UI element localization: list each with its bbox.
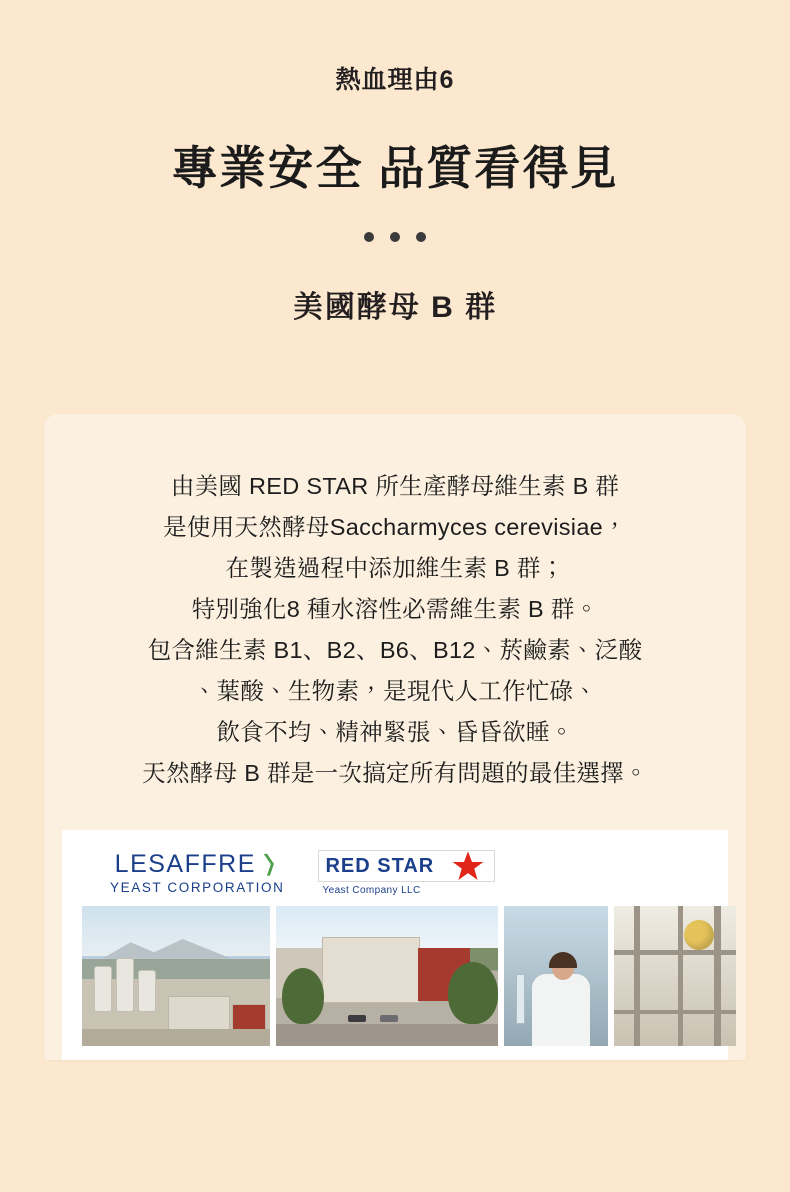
card-line: 特別強化8 種水溶性必需維生素 B 群。: [191, 596, 599, 622]
card-line: 包含維生素 B1、B2、B6、B12、菸鹼素、泛酸: [147, 637, 643, 663]
lab-technician-photo: [504, 906, 608, 1046]
redstar-lockup: [318, 850, 495, 882]
card-line: 是使用天然酵母Saccharmyces cerevisiae，: [163, 514, 627, 540]
redstar-logo: [318, 850, 495, 896]
fermentation-pipes-photo: [614, 906, 736, 1046]
photo-strip: [62, 830, 728, 1060]
star-icon: [442, 851, 494, 881]
divider-dot-1: [364, 232, 374, 242]
card-line: 、葉酸、生物素，是現代人工作忙碌、: [192, 678, 598, 704]
redstar-name-text: RED STAR: [319, 852, 442, 881]
subtitle: 美國酵母 B 群: [292, 291, 498, 324]
lesaffre-subtitle: YEAST CORPORATION: [110, 879, 285, 895]
card-line: 由美國 RED STAR 所生產酵母維生素 B 群: [170, 473, 620, 499]
lesaffre-name-text: LESAFFRE: [114, 849, 256, 878]
divider-dot-3: [416, 232, 426, 242]
logo-row: [82, 840, 708, 906]
card-line: 在製造過程中添加維生素 B 群；: [225, 555, 565, 581]
factory-building-photo: [276, 906, 498, 1046]
page-title: 專業安全 品質看得見: [171, 142, 619, 194]
redstar-subtitle: Yeast Company LLC: [322, 885, 421, 896]
lesaffre-wordmark: [114, 848, 282, 878]
divider-dot-2: [390, 232, 400, 242]
card-line: 飲食不均、精神緊張、昏昏欲睡。: [216, 719, 574, 745]
factory-aerial-photo: [82, 906, 270, 1046]
lesaffre-logo: [110, 848, 285, 895]
card-body-text: [62, 466, 728, 794]
photo-row: [82, 906, 708, 1046]
leaf-icon: ❭: [258, 848, 282, 877]
info-card: [44, 414, 746, 1060]
card-line: 天然酵母 B 群是一次搞定所有問題的最佳選擇。: [142, 760, 648, 786]
eyebrow-label: 熱血理由6: [335, 66, 455, 94]
dot-divider: [0, 232, 790, 242]
